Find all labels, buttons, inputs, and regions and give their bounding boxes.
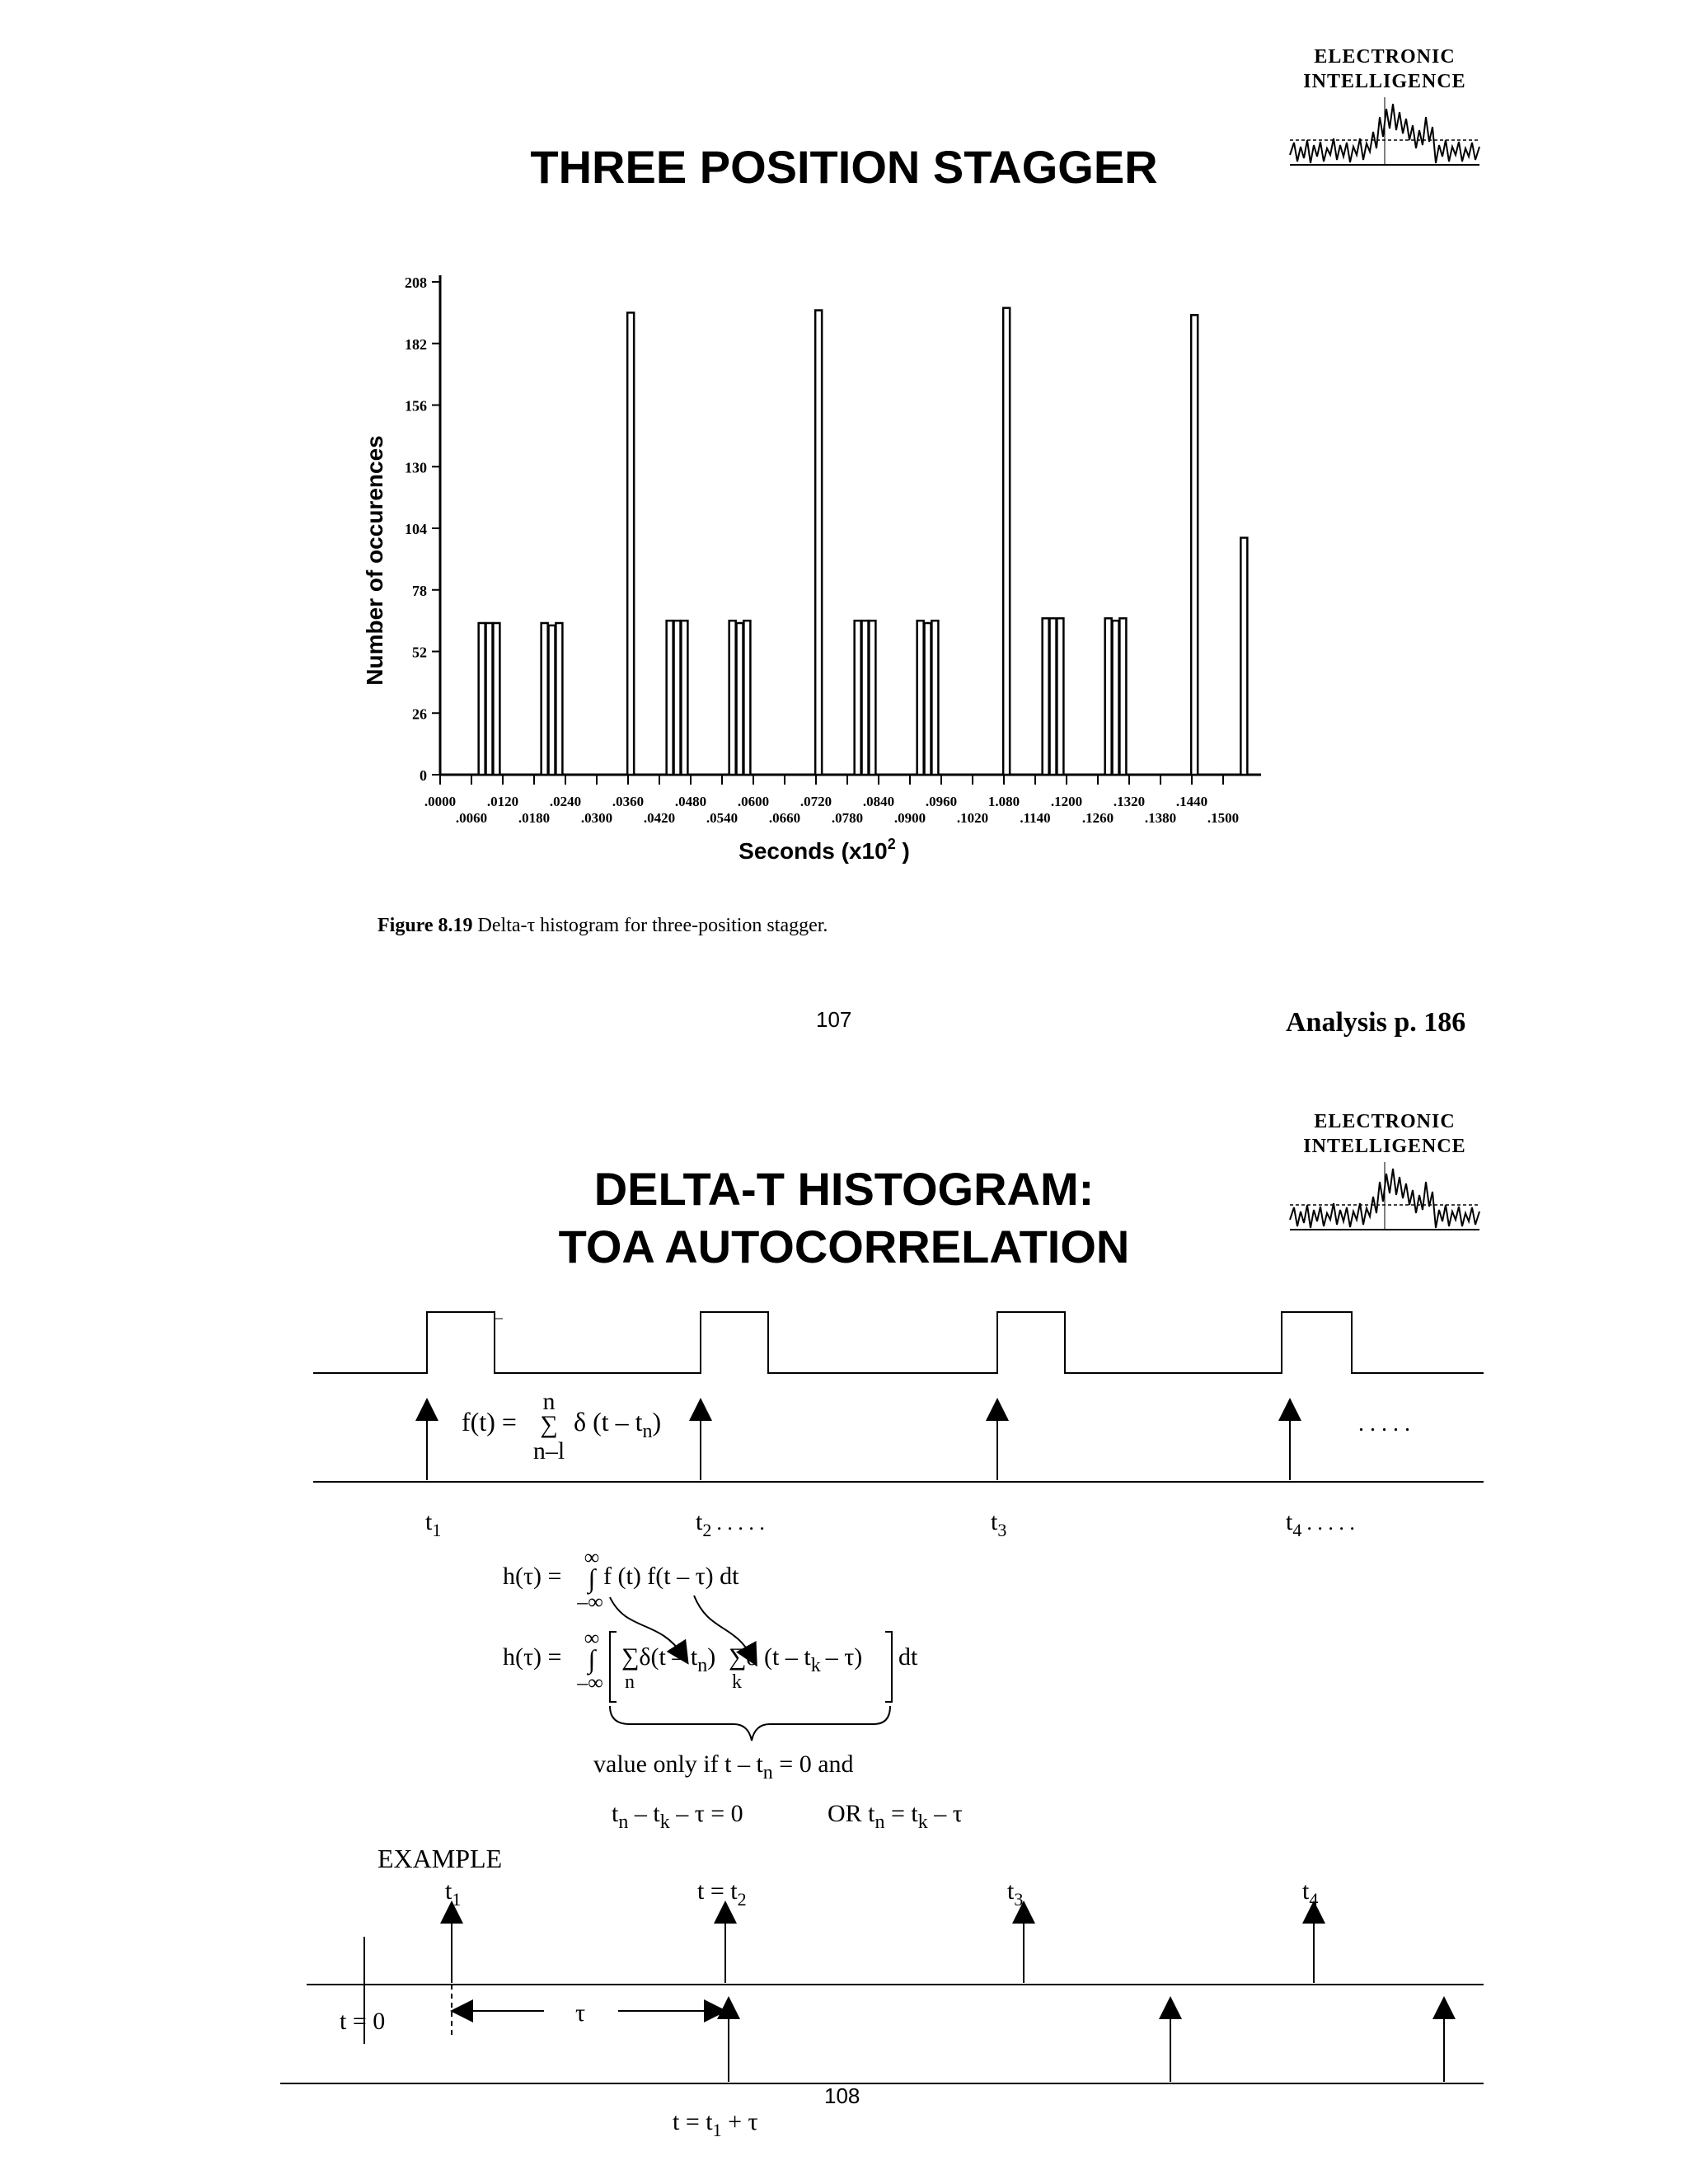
histogram-bar xyxy=(681,621,687,775)
x-tick-label-upper: .0600 xyxy=(737,794,770,809)
y-tick-label: 156 xyxy=(405,397,427,415)
figure-caption-text: Delta-τ histogram for three-position stagger. xyxy=(477,915,828,936)
figure-caption-label: Figure 8.19 xyxy=(377,915,473,936)
x-tick-label-lower: .1260 xyxy=(1081,810,1114,826)
analysis-page-reference: Analysis p. 186 xyxy=(1286,1007,1466,1038)
x-tick-label-lower: .0300 xyxy=(580,810,613,826)
delta-tau-histogram-chart xyxy=(346,264,1294,865)
logo-line-1: ELECTRONIC xyxy=(1314,46,1456,68)
histogram-bar xyxy=(1191,315,1198,775)
x-axis-unit-close: ) xyxy=(902,838,910,864)
y-axis-label: Number of occurences xyxy=(362,435,387,686)
x-tick-label-upper: .1200 xyxy=(1050,794,1083,809)
page-number-108: 108 xyxy=(824,2083,860,2108)
ft-rhs xyxy=(574,1407,661,1442)
histogram-bar xyxy=(493,623,499,775)
histogram-bar xyxy=(1003,308,1010,775)
page-title-2 xyxy=(0,1160,1688,1276)
histogram-bar xyxy=(479,623,485,775)
right-bracket xyxy=(885,1632,892,1702)
y-tick-label: 182 xyxy=(405,335,427,353)
ft-rhs-close: ) xyxy=(652,1407,662,1436)
chart-x-ticks xyxy=(424,775,1239,826)
x-tick-label-upper: .0000 xyxy=(424,794,457,809)
page-number-107: 107 xyxy=(816,1007,852,1032)
h2-int-bottom: –∞ xyxy=(577,1671,603,1694)
h2-term2: ∑δ $(t - t_k - \tau)$ xyxy=(729,1643,863,1676)
value-condition: value only if $t - t_n = 0$ and xyxy=(593,1750,854,1783)
x-tick-label-lower: .1140 xyxy=(1020,810,1051,826)
x-axis-unit: (x10 xyxy=(841,838,888,864)
h2-term1-index: n xyxy=(625,1671,635,1693)
ft-rhs-text: δ (t – t xyxy=(574,1407,643,1436)
condition-1: $t_n - t_k - \tau = 0$ xyxy=(612,1800,743,1833)
histogram-bar xyxy=(1057,618,1063,775)
x-tick-label-lower: .0660 xyxy=(768,810,801,826)
histogram-bar xyxy=(743,621,750,775)
h1-int-top: ∞ xyxy=(584,1545,600,1569)
h1-body: f (t) f(t – τ) dt xyxy=(603,1563,739,1590)
h1-int-bottom: –∞ xyxy=(577,1590,603,1614)
pulse-train-waveform xyxy=(313,1312,1484,1373)
histogram-bar xyxy=(1043,618,1049,775)
toa-autocorrelation-diagram xyxy=(0,1286,1688,2184)
ex-label-t3: $t_3$ xyxy=(1007,1877,1024,1910)
figure-caption xyxy=(377,915,828,937)
x-tick-label-lower: .0420 xyxy=(643,810,676,826)
logo-line-2: INTELLIGENCE xyxy=(1303,1136,1466,1157)
ex-label-t2: $t = t_2$ xyxy=(697,1877,747,1910)
x-axis-label xyxy=(738,836,910,864)
ft-rhs-sub: n xyxy=(642,1421,653,1442)
x-tick-label-upper: 1.080 xyxy=(987,794,1020,809)
h2-int-symbol: ∫ xyxy=(588,1644,596,1674)
ft-sum-symbol: ∑ xyxy=(540,1411,558,1438)
logo-text xyxy=(1290,45,1479,94)
y-tick-label: 0 xyxy=(420,767,427,784)
x-tick-label-lower: .0180 xyxy=(518,810,551,826)
histogram-bar xyxy=(931,621,938,775)
h2-term1: $\sum\delta(t - t_n)$ xyxy=(621,1643,716,1676)
ex-label-t1-plus-tau: $t = t_1 + \tau$ xyxy=(673,2108,758,2140)
x-tick-label-lower: .0780 xyxy=(831,810,864,826)
h2-term2-index: k xyxy=(732,1671,742,1693)
ft-lhs: f(t) = xyxy=(462,1407,517,1436)
logo-line-2: INTELLIGENCE xyxy=(1303,71,1466,92)
x-tick-label-lower: .1500 xyxy=(1207,810,1240,826)
x-tick-label-upper: .0480 xyxy=(674,794,707,809)
logo-text-2 xyxy=(1290,1109,1479,1159)
page-title: THREE POSITION STAGGER xyxy=(530,141,1158,193)
tau-label: τ xyxy=(575,1999,586,2027)
x-tick-label-upper: .0720 xyxy=(799,794,832,809)
x-tick-label-upper: .0240 xyxy=(549,794,582,809)
histogram-bar xyxy=(667,621,673,775)
y-tick-label: 52 xyxy=(412,644,427,661)
histogram-bar xyxy=(1240,538,1247,776)
example-label: EXAMPLE xyxy=(377,1844,503,1873)
x-tick-label-lower: .1380 xyxy=(1144,810,1177,826)
histogram-bar xyxy=(869,621,875,775)
page-title-line-1: DELTA-T HISTOGRAM: xyxy=(593,1163,1095,1215)
ex-label-t1: $t_1$ xyxy=(445,1877,462,1910)
x-tick-label-lower: .0900 xyxy=(893,810,926,826)
dots-right: . . . . . xyxy=(1358,1411,1410,1436)
h2-lhs: h(τ) = xyxy=(503,1643,562,1671)
histogram-bar xyxy=(674,621,681,775)
left-bracket xyxy=(610,1632,617,1702)
x-tick-label-upper: .0120 xyxy=(486,794,519,809)
y-tick-label: 78 xyxy=(412,582,427,599)
ex-label-t4: $t_4$ xyxy=(1302,1877,1319,1910)
h1-int-symbol: ∫ xyxy=(588,1563,596,1593)
logo-line-1: ELECTRONIC xyxy=(1314,1111,1456,1132)
label-t3: $t_3$ xyxy=(991,1508,1007,1540)
label-t1: $t_1$ xyxy=(425,1508,442,1540)
x-tick-label-upper: .1320 xyxy=(1113,794,1146,809)
condition-2: OR $t_n = t_k - \tau$ xyxy=(828,1800,963,1833)
ex-label-t0: t = 0 xyxy=(340,2008,386,2035)
h2-dt: dt xyxy=(898,1643,918,1671)
histogram-bar xyxy=(737,623,743,775)
histogram-bar xyxy=(1050,618,1057,775)
histogram-bar xyxy=(917,621,924,775)
underbrace xyxy=(610,1706,890,1741)
histogram-bar xyxy=(925,623,931,775)
x-tick-label-upper: .0960 xyxy=(925,794,958,809)
histogram-bar xyxy=(1119,618,1126,775)
x-tick-label-upper: .0840 xyxy=(862,794,895,809)
histogram-bar xyxy=(1113,621,1119,775)
y-tick-label: 208 xyxy=(405,274,427,291)
x-axis-label-text: Seconds xyxy=(738,838,835,864)
y-tick-label: 26 xyxy=(412,705,427,723)
histogram-bar xyxy=(542,623,548,775)
histogram-bar xyxy=(627,312,634,775)
histogram-bar xyxy=(556,623,562,775)
histogram-bar xyxy=(549,626,556,775)
label-t4: $t_4$ . . . . . xyxy=(1286,1508,1355,1540)
histogram-bar xyxy=(862,621,869,775)
x-tick-label-upper: .0360 xyxy=(612,794,645,809)
x-tick-label-lower: .1020 xyxy=(956,810,989,826)
histogram-bar xyxy=(855,621,861,775)
label-t2: $t_2$ . . . . . xyxy=(696,1508,765,1540)
y-tick-label: 130 xyxy=(405,459,427,476)
chart-bars xyxy=(479,308,1248,775)
histogram-bar xyxy=(486,623,493,775)
page-title-line-2: TOA AUTOCORRELATION xyxy=(558,1221,1130,1272)
x-tick-label-upper: .1440 xyxy=(1175,794,1208,809)
y-tick-label: 104 xyxy=(405,521,427,537)
ft-sum-bottom: n–l xyxy=(532,1437,565,1465)
histogram-bar xyxy=(1105,618,1112,775)
x-tick-label-lower: .0540 xyxy=(706,810,738,826)
h1-lhs: h(τ) = xyxy=(503,1563,562,1590)
chart-y-ticks xyxy=(405,274,440,784)
histogram-bar xyxy=(815,311,822,776)
x-axis-unit-exponent: 2 xyxy=(887,836,896,852)
h2-int-top: ∞ xyxy=(584,1626,600,1650)
histogram-bar xyxy=(729,621,736,775)
ft-sum-top: n xyxy=(542,1388,556,1415)
x-tick-label-lower: .0060 xyxy=(455,810,488,826)
